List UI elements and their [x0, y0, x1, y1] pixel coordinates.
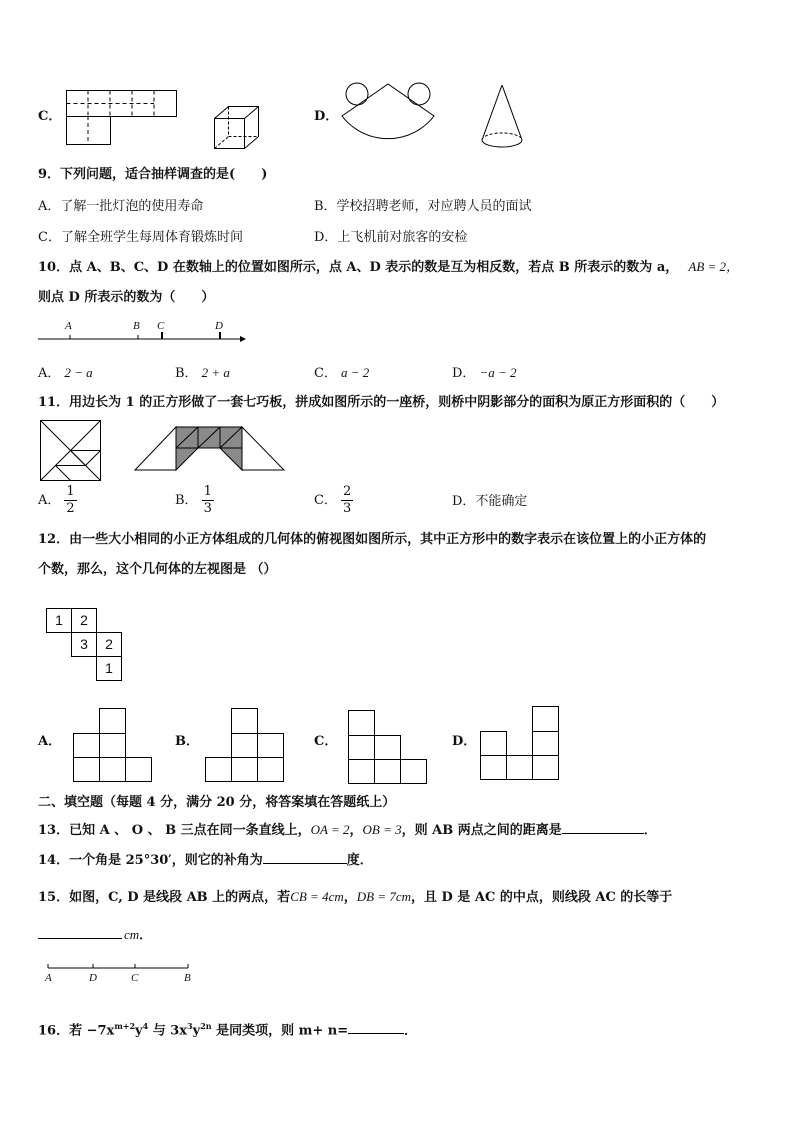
q11-option-a-numerator: 1: [66, 484, 75, 499]
q11-option-b-label: B．: [175, 493, 198, 508]
q10-option-d-label: D．: [452, 366, 476, 381]
q14-unit: 度．: [346, 853, 373, 868]
q15-equation-cb: CB = 4cm: [290, 889, 344, 904]
q10-option-c-value: a − 2: [340, 365, 370, 380]
q9-option-b: B．学校招聘老师，对应聘人员的面试: [314, 199, 532, 214]
q10-option-a-label: A．: [38, 366, 61, 381]
q10-option-c-label: C．: [314, 366, 337, 381]
q15-equation-db: DB = 7cm: [356, 889, 412, 904]
q9-option-a: A．了解一批灯泡的使用寿命: [38, 199, 204, 214]
q16-stem-part1: 16．若 −7x: [38, 1023, 115, 1039]
q11-tangram-bridge-figure: [134, 426, 286, 472]
q16-exponent-1: m+2: [114, 1021, 136, 1031]
q16-stem-part2: 与 3x: [148, 1023, 188, 1039]
q13-answer-blank[interactable]: [562, 833, 644, 834]
q15-point-label-c: C: [131, 972, 139, 984]
q16-var-y1: y: [135, 1023, 143, 1039]
q9-option-d: D．上飞机前对旅客的安检: [314, 230, 468, 245]
q11-option-c-numerator: 2: [342, 484, 352, 499]
q13-stem-part2: ，则 AB 两点之间的距离是: [401, 823, 562, 838]
grid-cell: 1: [46, 608, 72, 633]
q15-point-label-d: D: [89, 972, 97, 984]
q16-exponent-4: 2n: [200, 1021, 212, 1031]
q11-tangram-square-figure: [40, 420, 102, 482]
q11-stem: 11．用边长为 1 的正方形做了一套七巧板，拼成如图所示的一座桥，则桥中阴影部分的面积为原正方形面积的（ ）: [38, 395, 725, 410]
q10-stem-part1: 10．点 A、B、C、D 在数轴上的位置如图所示，点 A、D 表示的数是互为相反数，若点 B 所表示的数为 a，: [38, 260, 679, 275]
q10-axis-label-a: A: [65, 320, 72, 332]
q15-unit: cm: [124, 927, 140, 942]
q15-stem-part1: 15．如图，C, D 是线段 AB 上的两点，若: [38, 890, 291, 905]
q12-option-c-label: C．: [314, 734, 338, 749]
q13-equation-oa: OA = 2: [310, 822, 350, 837]
q11-option-d: D．不能确定: [452, 494, 528, 509]
q8-option-d-cone-figure: [480, 84, 526, 150]
q12-stem-part1: 12．由一些大小相同的小正方体组成的几何体的俯视图如图所示，其中正方形中的数字表示在该位置上的小正方体的: [38, 532, 707, 547]
q8-option-c-net-figure: [66, 90, 181, 118]
q12-stem-part2: 个数，那么，这个几何体的左视图是 （）: [38, 562, 277, 577]
q16-answer-blank[interactable]: [348, 1033, 404, 1034]
q15-point-label-a: A: [45, 972, 52, 984]
q12-option-c-figure: [348, 710, 428, 786]
q12-option-b-label: B．: [175, 734, 199, 749]
q12-option-a-figure: [73, 708, 153, 784]
q11-option-a-label: A．: [38, 493, 61, 508]
q10-option-a-value: 2 − a: [64, 365, 93, 380]
q10-stem-equation: AB = 2，: [688, 259, 740, 274]
q10-axis-label-d: D: [215, 320, 223, 332]
q16-end: ．: [404, 1023, 418, 1039]
q10-option-b-value: 2 + a: [201, 365, 230, 380]
q12-option-d-figure: [480, 706, 560, 782]
q10-option-d-value: −a − 2: [479, 365, 517, 380]
grid-cell: 2: [71, 608, 97, 633]
q16-stem-part3: 是同类项，则 m+ n=: [211, 1023, 349, 1039]
q15-point-label-b: B: [184, 972, 191, 984]
q12-option-a-label: A．: [38, 734, 62, 749]
q12-option-b-figure: [205, 708, 285, 784]
q9-option-c: C．了解全班学生每周体育锻炼时间: [38, 230, 243, 245]
q10-stem-part2: 则点 D 所表示的数为（ ）: [38, 290, 215, 305]
q8-option-d-cone-net-figure: [338, 82, 438, 152]
q13-stem-part1: 13．已知 A 、 O 、 B 三点在同一条直线上，: [38, 823, 311, 838]
grid-cell: 2: [96, 632, 122, 657]
q15-answer-blank[interactable]: [38, 938, 122, 939]
q8-option-c-cube-figure: [214, 106, 264, 148]
q15-stem-part2: ，且 D 是 AC 的中点，则线段 AC 的长等于: [411, 890, 673, 905]
q11-option-b-denominator: 3: [203, 501, 212, 516]
q14-answer-blank[interactable]: [263, 863, 347, 864]
q13-equation-ob: OB = 3: [362, 822, 402, 837]
q9-stem: 9．下列问题，适合抽样调查的是( ): [38, 167, 268, 182]
q15-segment-figure: [46, 962, 192, 972]
q15-separator: ，: [343, 890, 357, 905]
grid-cell: 3: [71, 632, 97, 657]
q11-option-c-label: C．: [314, 493, 337, 508]
q10-option-b-label: B．: [175, 366, 198, 381]
q15-end: ．: [139, 928, 153, 943]
q12-option-d-label: D．: [452, 734, 477, 749]
q13-separator: ，: [349, 823, 363, 838]
q11-option-a-denominator: 2: [66, 501, 75, 516]
q11-option-c-denominator: 3: [342, 501, 352, 516]
grid-cell: 1: [96, 656, 122, 681]
q16-var-y2: y: [192, 1023, 201, 1039]
q8-option-d-label: D．: [314, 109, 339, 124]
q11-option-b-numerator: 1: [203, 484, 212, 499]
q8-option-c-label: C．: [38, 109, 62, 124]
q8-option-c-net-bottom: [66, 116, 113, 146]
q10-axis-label-b: B: [133, 320, 140, 332]
section-2-heading: 二、填空题（每题 4 分，满分 20 分，将答案填在答题纸上）: [38, 795, 396, 810]
q16-exponent-2: 4: [142, 1021, 149, 1031]
q10-axis-label-c: C: [157, 320, 165, 332]
q14-stem: 14．一个角是 25°30′，则它的补角为: [38, 853, 263, 868]
q13-end: ．: [643, 823, 657, 838]
q16-exponent-3: 3: [187, 1021, 193, 1031]
